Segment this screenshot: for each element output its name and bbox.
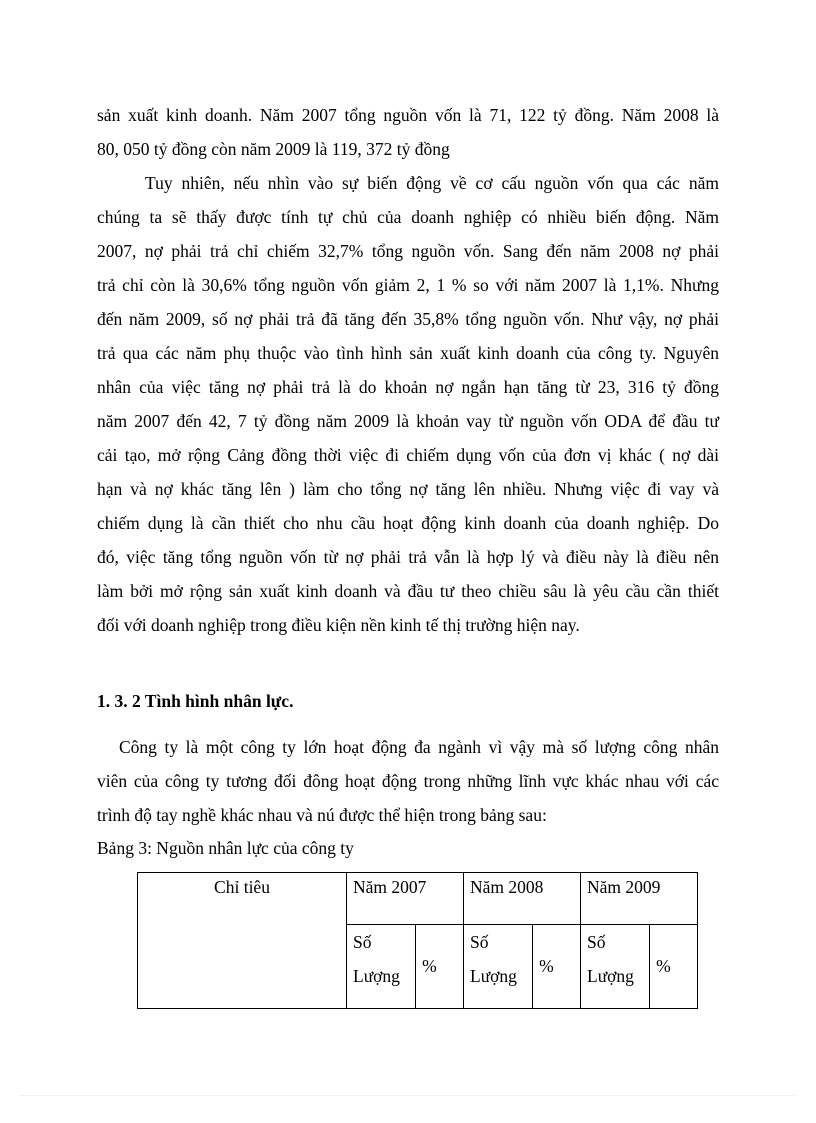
text-line: chiếm dụng là cần thiết cho nhu cầu hoạt động kinh doanh của doanh nghiệp. Do [97,513,719,533]
subheader-count-word2: Lượng [470,965,517,986]
header-year-2008: Năm 2008 [464,873,581,925]
subheader-count [464,924,533,1008]
subheader-count-word2: Lượng [353,965,400,986]
header-indicator: Chỉ tiêu [138,873,347,1009]
subheader-percent: % [416,924,464,1008]
text-line: chúng ta sẽ thấy được tính tự chủ của doanh nghiệp có nhiều biến động. Năm [97,207,719,227]
text-line: làm bởi mở rộng sản xuất kinh doanh và đầu tư theo chiều sâu là yêu cầu cần thiết [97,581,719,601]
subheader-count [347,924,416,1008]
paragraph-1 [97,98,719,166]
text-line: sản xuất kinh doanh. Năm 2007 tổng nguồn vốn là 71, 122 tỷ đồng. Năm 2008 là [97,105,719,125]
text-line: đối với doanh nghiệp trong điều kiện nền kinh tế thị trường hiện nay. [97,615,580,635]
subheader-count-word1: Số [353,931,372,952]
subheader-percent: % [650,924,698,1008]
section-heading: 1. 3. 2 Tình hình nhân lực. [97,691,294,711]
text-line: trình độ tay nghề khác nhau và nú được thể hiện trong bảng sau: [97,805,547,825]
text-line: nhân của việc tăng nợ phải trả là do khoản nợ ngắn hạn tăng từ 23, 316 tỷ đồng [97,377,719,397]
text-line: đó, việc tăng tổng nguồn vốn từ nợ phải trả vẫn là hợp lý và điều này là điều nên [97,547,719,567]
subheader-percent: % [533,924,581,1008]
table-header-row [138,873,698,925]
text-line: viên của công ty tương đối đông hoạt động trong những lĩnh vực khác nhau với các [97,771,719,791]
text-line: hạn và nợ khác tăng lên ) làm cho tổng nợ tăng lên nhiều. Nhưng việc đi vay và [97,479,719,499]
paragraph-3 [97,730,719,832]
subheader-count-word1: Số [470,931,489,952]
subheader-count [581,924,650,1008]
paragraph-2 [97,166,719,642]
subheader-count-word1: Số [587,931,606,952]
text-line: Công ty là một công ty lớn hoạt động đa ngành vì vậy mà số lượng công nhân [119,737,719,757]
text-line: 80, 050 tỷ đồng còn năm 2009 là 119, 372 tỷ đồng [97,139,450,159]
text-line: Tuy nhiên, nếu nhìn vào sự biến động về cơ cấu nguồn vốn qua các năm [145,173,719,193]
text-line: năm 2007 đến 42, 7 tỷ đồng năm 2009 là khoản vay từ nguồn vốn ODA để đầu tư [97,411,719,431]
text-line: đến năm 2009, số nợ phải trả đã tăng đến 35,8% tổng nguồn vốn. Như vậy, nợ phải [97,309,719,329]
text-line: cải tạo, mở rộng Cảng đồng thời việc đi chiếm dụng vốn của đơn vị khác ( nợ dài [97,445,719,465]
text-line: trả qua các năm phụ thuộc vào tình hình sản xuất kinh doanh của công ty. Nguyên [97,343,719,363]
subheader-count-word2: Lượng [587,965,634,986]
table-caption: Bảng 3: Nguồn nhân lực của công ty [97,838,354,858]
workforce-table [137,872,698,1009]
header-year-2009: Năm 2009 [581,873,698,925]
header-year-2007: Năm 2007 [347,873,464,925]
text-line: trả chỉ còn là 30,6% tổng nguồn vốn giảm 2, 1 % so với năm 2007 là 1,1%. Nhưng [97,275,719,295]
text-line: 2007, nợ phải trả chỉ chiếm 32,7% tổng nguồn vốn. Sang đến năm 2008 nợ phải [97,241,719,261]
page-bottom-divider [20,1095,796,1096]
